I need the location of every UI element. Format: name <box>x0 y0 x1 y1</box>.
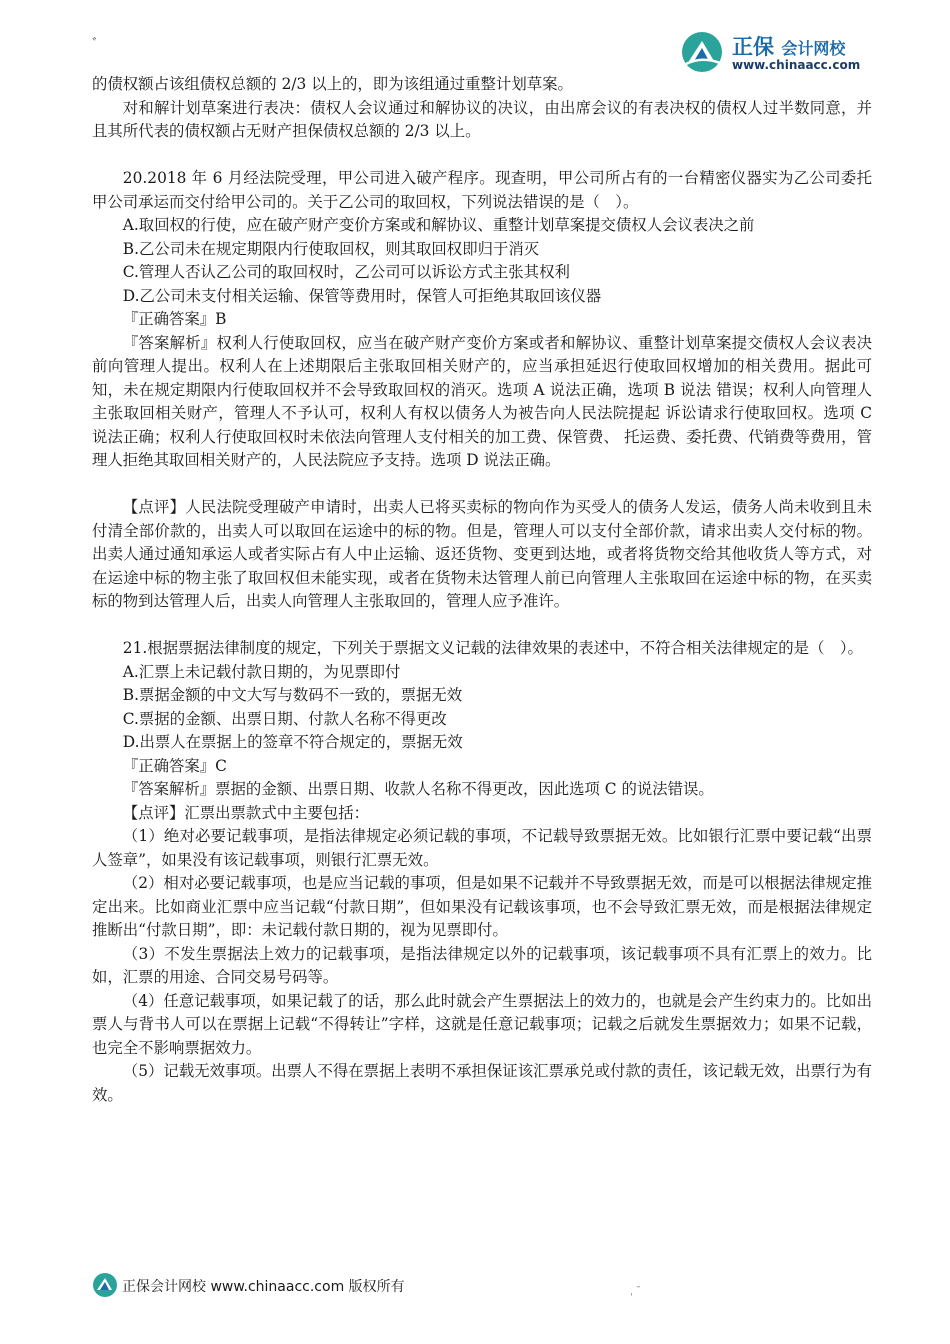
header-logo <box>680 28 880 76</box>
paragraph: 对和解计划草案进行表决：债权人会议通过和解协议的决议，由出席会议的有表决权的债权人过半数同意，并且其所代表的债权额占无财产担保债权总额的 2/3 以上。 <box>92 98 872 140</box>
footer-logo-icon <box>92 1272 118 1298</box>
footer-copyright: 正保会计网校 www.chinaacc.com 版权所有 <box>122 1279 405 1295</box>
paragraph: D.出票人在票据上的签章不符合规定的，票据无效 <box>122 733 463 751</box>
paragraph: （3）不发生票据法上效力的记载事项，是指法律规定以外的记载事项，该记载事项不具有汇票上的效力。比如，汇票的用途、合同交易号码等。 <box>92 944 872 986</box>
paragraph: C.票据的金额、出票日期、付款人名称不得更改 <box>122 709 447 728</box>
logo-brand-sub: 会计网校 <box>781 39 846 58</box>
paragraph-gap <box>92 473 872 497</box>
paragraph: 『答案解析』权利人行使取回权，应当在破产财产变价方案或者和解协议、重整计划草案提交债权人会议表决前向管理人提出。权利人在上述期限后主张取回相关财产的，应当承担延迟行使取回权增加的相关费用。据此可知，未在规定期限内行使取回权并不会导致取回权的消灭。选项 A 说法正确，选项 B 说法 错误；权利人向管理人主张取回相关财产，管理人不予认可，权利人有权以债务人为被告向人民法院提起 诉讼请求行使取回权。选项 C 说法正确；权利人行使取回权时未依法向管理人支付相关的加工费、保管费、 托运费、委托费、代销费等费用，管理人拒绝其取回相关财产的，人民法院应予支持。选项 D 说法正确。 <box>92 333 872 469</box>
logo-brand-name <box>732 31 845 61</box>
paragraph: （1）绝对必要记载事项，是指法律规定必须记载的事项，不记载导致票据无效。比如银行汇票中要记载“出票人签章”，如果没有该记载事项，则银行汇票无效。 <box>92 827 872 869</box>
paragraph: 【点评】人民法院受理破产申请时，出卖人已将买卖标的物向作为买受人的债务人发运，债务人尚未收到且未付清全部价款的，出卖人可以取回在运途中的标的物。但是，管理人可以支付全部价款，请求出卖人交付标的物。出卖人通过通知承运人或者实际占有人中止运输、返还货物、变更到达地，或者将货物交给其他收货人等方式，对在运途中标的物主张了取回权但未能实现，或者在货物未达管理人前已向管理人主张取回在运途中标的物，在买卖标的物到达管理人后，出卖人向管理人主张取回的，管理人应予准许。 <box>92 498 872 610</box>
paragraph-gap <box>92 144 872 168</box>
paragraph: 【点评】汇票出票款式中主要包括： <box>122 803 370 822</box>
paragraph: B.票据金额的中文大写与数码不一致的，票据无效 <box>122 686 463 704</box>
page-marker: ˌ ˉ <box>630 1286 641 1297</box>
paragraph: （5）记载无效事项。出票人不得在票据上表明不承担保证该汇票承兑或付款的责任，该记载无效，出票行为有效。 <box>92 1062 872 1104</box>
paragraph: D.乙公司未支付相关运输、保管等费用时，保管人可拒绝其取回该仪器 <box>122 286 602 305</box>
paragraph: （4）任意记载事项，如果记载了的话，那么此时就会产生票据法上的效力的，也就是会产生约束力的。比如出票人与背书人可以在票据上记载“不得转让”字样，这就是任意记载事项；记载之后就发生票据效力；如果不记载，也完全不影响票据效力。 <box>92 991 872 1057</box>
document-body <box>92 73 872 1107</box>
paragraph: A.汇票上未记载付款日期的，为见票即付 <box>122 662 401 681</box>
paragraph: 的债权额占该组债权总额的 2/3 以上的，即为该组通过重整计划草案。 <box>92 75 573 93</box>
paragraph: C.管理人否认乙公司的取回权时，乙公司可以诉讼方式主张其权利 <box>122 263 570 281</box>
paragraph: 21.根据票据法律制度的规定，下列关于票据文义记载的法律效果的表述中，不符合相关法律规定的是（ ）。 <box>122 639 863 657</box>
paragraph: 『正确答案』C <box>122 756 227 775</box>
logo-brand-main: 正保 <box>732 35 774 59</box>
paragraph: 『正确答案』B <box>122 310 227 328</box>
paragraph: A.取回权的行使，应在破产财产变价方案或和解协议、重整计划草案提交债权人会议表决之前 <box>122 216 755 234</box>
paragraph: （2）相对必要记载事项，也是应当记载的事项，但是如果不记载并不导致票据无效，而是可以根据法律规定推定出来。比如商业汇票中应当记载“付款日期”，但如果没有记载该事项，也不会导致汇票无效，而是根据法律规定推断出“付款日期”，即：未记载付款日期的，视为见票即付。 <box>92 874 872 939</box>
paragraph: B.乙公司未在规定期限内行使取回权，则其取回权即归于消灭 <box>122 239 540 258</box>
footer <box>92 1272 492 1300</box>
cut-off-header-text: ﾞ <box>92 37 100 53</box>
paragraph: 20.2018 年 6 月经法院受理，甲公司进入破产程序。现查明，甲公司所占有的一台精密仪器实为乙公司委托甲公司承运而交付给甲公司的。关于乙公司的取回权，下列说法错误的是（ ）。 <box>92 169 872 211</box>
paragraph: 『答案解析』票据的金额、出票日期、收款人名称不得更改，因此选项 C 的说法错误。 <box>122 780 714 798</box>
logo-url: www.chinaacc.com <box>732 58 861 72</box>
chinaacc-logo-icon <box>680 30 724 74</box>
paragraph-gap <box>92 614 872 638</box>
